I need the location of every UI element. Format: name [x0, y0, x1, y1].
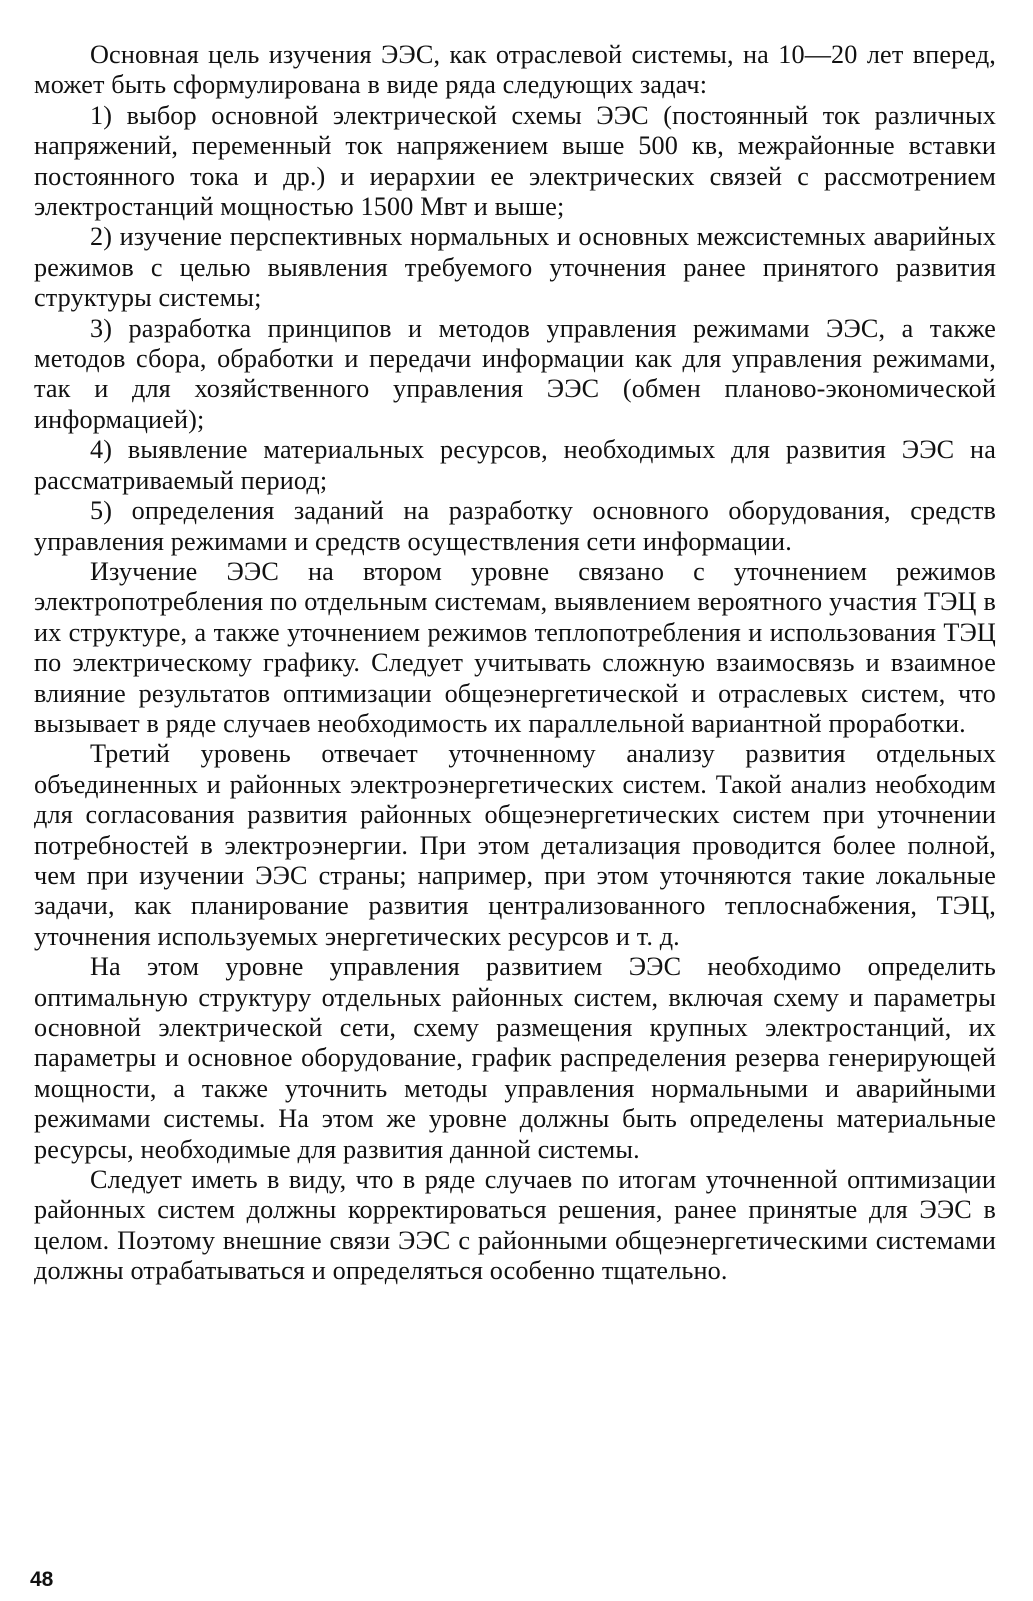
paragraph-intro: Основная цель изучения ЭЭС, как отраслевой системы, на 10—20 лет вперед, может быть сформулирована в виде ряда следующих задач: — [34, 40, 996, 100]
paragraph-second-level: Изучение ЭЭС на втором уровне связано с уточнением режимов электропотребления по отдельным системам, выявлением вероятного участия ТЭЦ в их структуре, а также уточнением режимов теплопотребления и использования ТЭЦ по электрическому графику. Следует учитывать сложную взаимосвязь и взаимное влияние результатов оптимизации общеэнергетической и отраслевых систем, что вызывает в ряде случаев необходимость их параллельной вариантной проработки. — [34, 556, 996, 738]
paragraph-task-3: 3) разработка принципов и методов управления режимами ЭЭС, а также методов сбора, обработки и передачи информации как для управления режимами, так и для хозяйственного управления ЭЭС (обмен планово-экономической информацией); — [34, 313, 996, 434]
paragraph-task-4: 4) выявление материальных ресурсов, необходимых для развития ЭЭС на рассматриваемый период; — [34, 435, 996, 495]
paragraph-conclusion: Следует иметь в виду, что в ряде случаев по итогам уточненной оптимизации районных систем должны корректироваться решения, ранее принятые для ЭЭС в целом. Поэтому внешние связи ЭЭС с районными общеэнергетическими системами должны отрабатываться и определяться особенно тщательно. — [34, 1165, 996, 1286]
paragraph-task-5: 5) определения заданий на разработку основного оборудования, средств управления режимами и средств осуществления сети информации. — [34, 496, 996, 556]
paragraph-management-level: На этом уровне управления развитием ЭЭС необходимо определить оптимальную структуру отдельных районных систем, включая схему и параметры основной электрической сети, схему размещения крупных электростанций, их параметры и основное оборудование, график распределения резерва генерирующей мощности, а также уточнить методы управления нормальными и аварийными режимами системы. На этом же уровне должны быть определены материальные ресурсы, необходимые для развития данной системы. — [34, 952, 996, 1164]
body-text — [34, 40, 996, 1287]
paragraph-task-2: 2) изучение перспективных нормальных и основных межсистемных аварийных режимов с целью выявления требуемого уточнения ранее принятого развития структуры системы; — [34, 222, 996, 313]
paragraph-third-level: Третий уровень отвечает уточненному анализу развития отдельных объединенных и районных электроэнергетических систем. Такой анализ необходим для согласования развития районных общеэнергетических систем при уточнении потребностей в электроэнергии. При этом детализация проводится более полной, чем при изучении ЭЭС страны; например, при этом уточняются такие локальные задачи, как планирование развития централизованного теплоснабжения, ТЭЦ, уточнения используемых энергетических ресурсов и т. д. — [34, 739, 996, 951]
paragraph-task-1: 1) выбор основной электрической схемы ЭЭС (постоянный ток различных напряжений, переменный ток напряжением выше 500 кв, межрайонные вставки постоянного тока и др.) и иерархии ее электрических связей с рассмотрением электростанций мощностью 1500 Мвт и выше; — [34, 100, 996, 222]
page-number: 48 — [30, 1568, 54, 1591]
